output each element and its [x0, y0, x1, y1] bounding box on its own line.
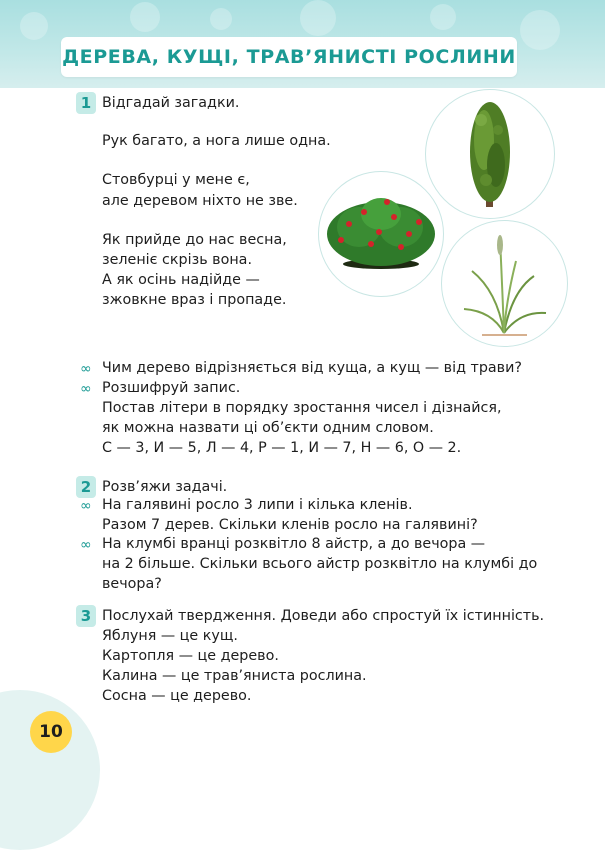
grass-icon — [442, 221, 567, 346]
grass-image — [441, 220, 568, 347]
task-number-2: 2 — [76, 476, 96, 498]
page-title-box — [61, 37, 517, 77]
problem1-line2: Разом 7 дерев. Скільки кленів росло на галявині? — [102, 517, 478, 533]
question-tree-vs-bush: Чим дерево відрізняється від куща, а кущ — від трави? — [102, 360, 522, 376]
statement-4: Сосна — це дерево. — [102, 688, 252, 704]
statement-3: Калина — це трав’яниста рослина. — [102, 668, 367, 684]
task-number-1: 1 — [76, 92, 96, 114]
riddle2-line2: але деревом ніхто не зве. — [102, 193, 298, 209]
decode-line3: як можна назвати ці об’єкти одним словом. — [102, 420, 434, 436]
task2-intro: Розв’яжи задачі. — [102, 479, 228, 495]
tree-icon — [426, 90, 554, 218]
bush-image — [318, 171, 444, 297]
tree-image — [425, 89, 555, 219]
riddle3-line1: Як прийде до нас весна, — [102, 232, 287, 248]
page-number: 10 — [30, 711, 72, 753]
riddle2-line1: Стовбурці у мене є, — [102, 172, 250, 188]
infinity-icon: ∞ — [80, 537, 92, 553]
riddle3-line4: зжовкне враз і пропаде. — [102, 292, 287, 308]
task1-intro: Відгадай загадки. — [102, 95, 240, 111]
decode-line2: Постав літери в порядку зростання чисел і дізнайся, — [102, 400, 502, 416]
riddle1-line1: Рук багато, а нога лише одна. — [102, 133, 331, 149]
infinity-icon: ∞ — [80, 361, 92, 377]
problem2-line2: на 2 більше. Скільки всього айстр розквітло на клумбі до — [102, 556, 538, 572]
page-title: ДЕРЕВА, КУЩІ, ТРАВ’ЯНИСТІ РОСЛИНИ — [62, 46, 516, 68]
riddle3-line2: зеленіє скрізь вона. — [102, 252, 252, 268]
problem2-line1: На клумбі вранці розквітло 8 айстр, а до вечора — — [102, 536, 486, 552]
decode-title: Розшифруй запис. — [102, 380, 241, 396]
riddle3-line3: А як осінь надійде — — [102, 272, 260, 288]
decode-code: С — 3, И — 5, Л — 4, Р — 1, И — 7, Н — 6, О — 2. — [102, 440, 462, 456]
infinity-icon: ∞ — [80, 381, 92, 397]
task3-intro: Послухай твердження. Доведи або спростуй їх істинність. — [102, 608, 545, 624]
problem1-line1: На галявині росло 3 липи і кілька кленів. — [102, 497, 413, 513]
bush-icon — [319, 172, 443, 296]
statement-1: Яблуня — це кущ. — [102, 628, 238, 644]
statement-2: Картопля — це дерево. — [102, 648, 279, 664]
infinity-icon: ∞ — [80, 498, 92, 514]
problem2-line3: вечора? — [102, 576, 162, 592]
task-number-3: 3 — [76, 605, 96, 627]
